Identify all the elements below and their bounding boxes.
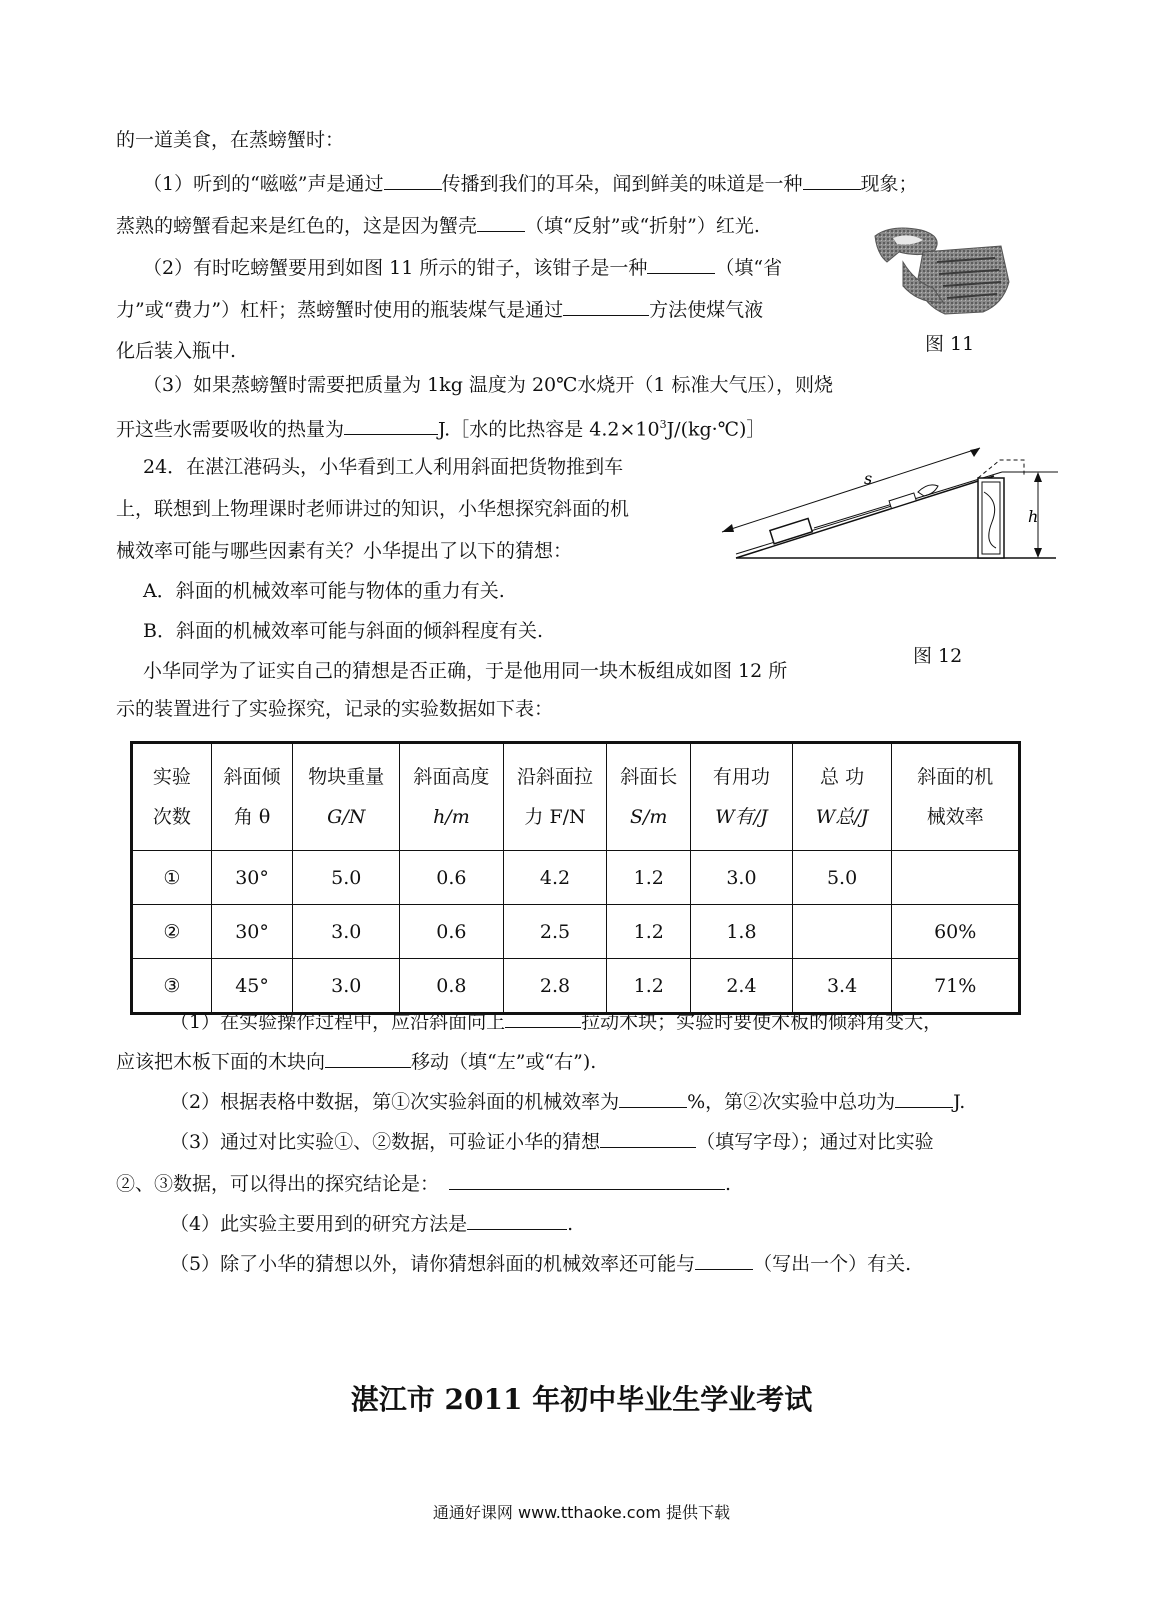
table-cell: 1.2 [607,959,691,1014]
answer-blank[interactable] [619,1089,687,1108]
table-row [132,851,1020,905]
q23-part1-line1 [143,171,918,196]
table-cell: 5.0 [792,851,892,905]
q23-p2-text-a: （2）有时吃螃蟹要用到如图 11 所示的钳子，该钳子是一种 [143,257,648,279]
question-5: （5）除了小华的猜想以外，请你猜想斜面的机械效率还可能与 （写出一个）有关. [170,1253,912,1275]
height-label-h: h [1028,507,1039,526]
q23-p2-text-b: （填“省 [715,257,783,279]
exam-title: 湛江市 2011 年初中毕业生学业考试 [350,1383,813,1416]
table-cell: 0.6 [400,851,504,905]
inclined-plane-figure [712,442,1068,582]
table-cell: 1.8 [691,905,793,959]
question-1-line2: 应该把木板下面的木块向 移动（填“左”或“右”). [116,1051,597,1073]
table-cell: 2.4 [691,959,793,1014]
table-cell: 2.8 [503,959,607,1014]
table-cell: ③ [132,959,212,1014]
table-cell [792,905,892,959]
hypothesis-a: A．斜面的机械效率可能与物体的重力有关. [143,580,505,602]
q24-line2: 上，联想到上物理课时老师讲过的知识，小华想探究斜面的机 [116,498,630,520]
answer-blank[interactable] [477,213,525,232]
table-cell: 0.8 [400,959,504,1014]
header-cell: 斜面倾 角 θ [211,743,293,851]
q23-p2-text-c: 力”或“费力”）杠杆；蒸螃蟹时使用的瓶装煤气是通过 [116,299,564,321]
header-cell: 总 功 W总/J [792,743,892,851]
table-cell: ② [132,905,212,959]
table-cell: 1.2 [607,851,691,905]
table-cell: 30° [211,851,293,905]
question-1-line1: （1）在实验操作过程中，应沿斜面向上 拉动木块；实验时要使木板的倾斜角变大， [170,1011,943,1033]
q23-p3-text-b: 开这些水需要吸收的热量为 [116,418,345,441]
answer-blank[interactable] [384,171,442,190]
hypothesis-b: B．斜面的机械效率可能与斜面的倾斜程度有关. [143,620,544,642]
header-cell: 物块重量 G/N [293,743,400,851]
q23-p3-text-d: J/(kg·℃)］ [666,418,766,441]
table-cell: 60% [892,905,1020,959]
header-cell: 斜面的机 械效率 [892,743,1020,851]
header-cell: 实验 次数 [132,743,212,851]
page-footer: 通通好课网 www.tthaoke.com 提供下载 [432,1503,731,1522]
q23-part3-line2 [116,413,765,441]
answer-blank[interactable] [325,1049,411,1068]
answer-blank[interactable] [449,1171,725,1190]
answer-blank[interactable] [344,416,438,435]
q24-line3: 械效率可能与哪些因素有关？小华提出了以下的猜想： [116,540,573,562]
q23-p1-text-a: （1）听到的“嗞嗞”声是通过 [143,173,384,195]
intro-line: 的一道美食，在蒸螃蟹时： [116,129,345,151]
header-cell: 沿斜面拉 力 F/N [503,743,607,851]
header-cell: 有用功 W有/J [691,743,793,851]
q24-line5: 示的装置进行了实验探究，记录的实验数据如下表： [116,698,554,720]
table-cell: 1.2 [607,905,691,959]
answer-blank[interactable] [895,1089,953,1108]
pliers-figure [863,222,1013,320]
table-cell: 71% [892,959,1020,1014]
answer-blank[interactable] [563,297,649,316]
answer-blank[interactable] [695,1251,753,1270]
table-cell: 2.5 [503,905,607,959]
table-cell: 4.2 [503,851,607,905]
q23-p1-text-b: 传播到我们的耳朵，闻到鲜美的味道是一种 [441,173,803,195]
q23-p1-text-d: 蒸熟的螃蟹看起来是红色的，这是因为蟹壳 [116,215,478,237]
q24-line4: 小华同学为了证实自己的猜想是否正确，于是他用同一块木板组成如图 12 所 [143,660,788,682]
experiment-data-table [130,741,1021,1015]
q23-p2-text-d: 方法使煤气液 [649,299,764,321]
question-4: （4）此实验主要用到的研究方法是 . [170,1213,574,1235]
header-cell: 斜面高度 h/m [400,743,504,851]
q23-part1-line2 [116,213,760,238]
answer-blank[interactable] [505,1009,581,1028]
header-cell: 斜面长 S/m [607,743,691,851]
table-cell: 45° [211,959,293,1014]
answer-blank[interactable] [600,1129,696,1148]
table-cell: 3.0 [293,905,400,959]
q23-p1-text-c: 现象； [860,173,918,195]
exponent: 3 [659,418,667,431]
answer-blank[interactable] [803,171,861,190]
table-cell: 3.0 [691,851,793,905]
table-cell: 30° [211,905,293,959]
question-3-line1: （3）通过对比实验①、②数据，可验证小华的猜想 （填写字母）；通过对比实验 [170,1131,934,1153]
table-row [132,905,1020,959]
q23-part2-line1 [143,255,782,280]
q23-p3-text-c: J.［水的比热容是 4.2×10 [438,418,660,441]
question-2: （2）根据表格中数据，第①次实验斜面的机械效率为 %，第②次实验中总功为 J. [170,1091,966,1113]
table-header-row [132,743,1020,851]
q23-p1-text-e: （填“反射”或“折射”）红光. [525,215,760,237]
q23-part3-line1: （3）如果蒸螃蟹时需要把质量为 1kg 温度为 20℃水烧开（1 标准大气压），则烧 [143,374,834,396]
table-cell: 3.4 [792,959,892,1014]
table-cell: 3.0 [293,959,400,1014]
question-3-line2: ②、③数据，可以得出的探究结论是： . [116,1173,732,1195]
table-cell [892,851,1020,905]
table-cell: ① [132,851,212,905]
q23-part2-line2 [116,297,763,322]
q24-line1: 24．在湛江港码头，小华看到工人利用斜面把货物推到车 [143,456,624,478]
answer-blank[interactable] [647,255,715,274]
figure-11-caption: 图 11 [925,333,975,355]
table-cell: 0.6 [400,905,504,959]
q23-part2-line3: 化后装入瓶中. [116,340,237,362]
answer-blank[interactable] [467,1211,567,1230]
table-cell: 5.0 [293,851,400,905]
distance-label-s: s [864,469,873,488]
figure-12-caption: 图 12 [913,645,963,667]
table-row [132,959,1020,1014]
